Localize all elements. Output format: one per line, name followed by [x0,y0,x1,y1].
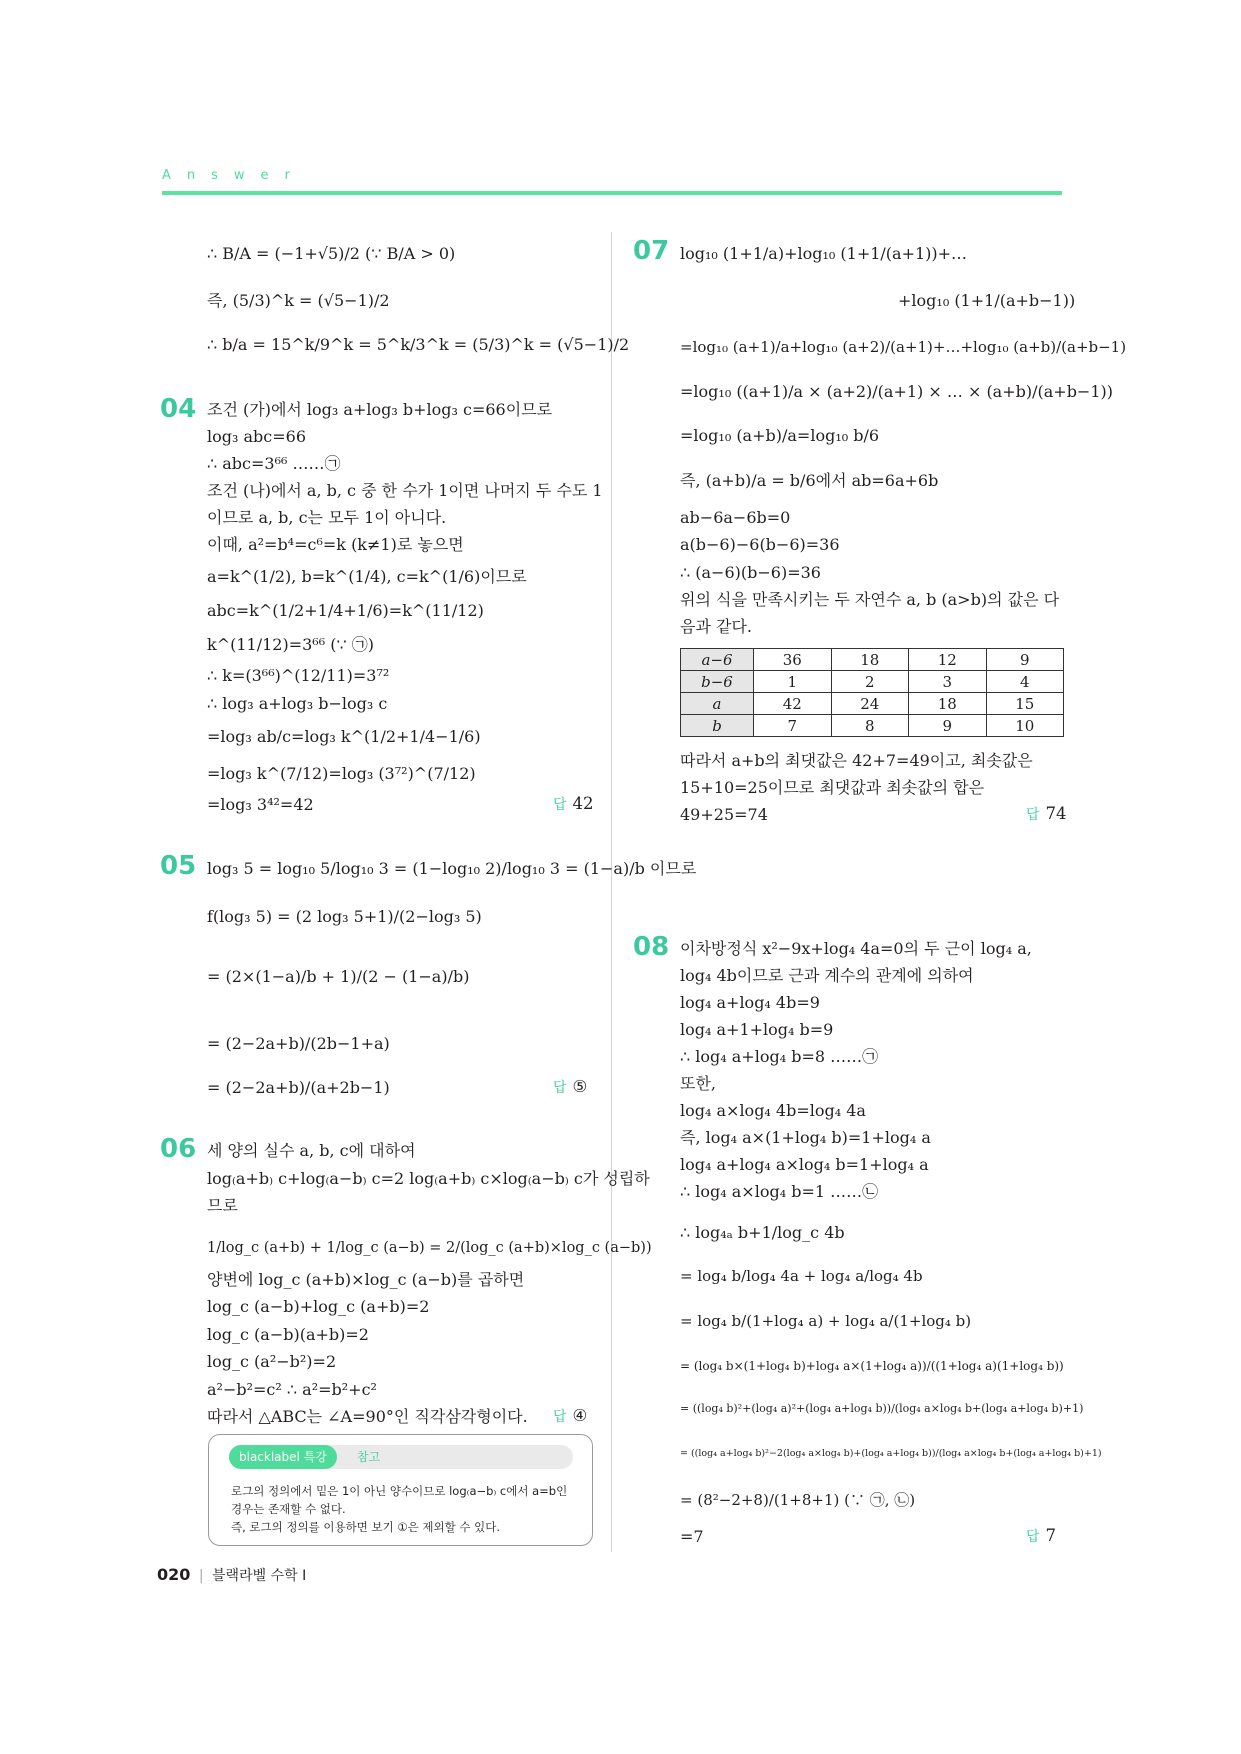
table-cell: a [681,693,754,715]
problem-06-number: 06 [160,1134,197,1164]
answer-tag: 답 [553,1080,567,1096]
note-header-bar [229,1445,573,1469]
p06-line: log_c (a²−b²)=2 [207,1352,337,1371]
table-cell: 24 [831,693,909,715]
p06-line: 양변에 log_c (a+b)×log_c (a−b)를 곱하면 [207,1270,525,1289]
table-cell: a−6 [681,649,754,671]
problem-05-number: 05 [160,851,197,881]
answer-value: 7 [1045,1526,1057,1545]
p08-line: ∴ log₄ₐ b+1/log_c 4b [680,1223,845,1242]
table-cell: 12 [909,649,987,671]
table-cell: 10 [986,715,1064,737]
p08-line: 이차방정식 x²−9x+log₄ 4a=0의 두 근이 log₄ a, [680,939,1032,958]
p04-line: =log₃ 3⁴²=42 [207,795,314,814]
p05-line: = (2×(1−a)/b + 1)/(2 − (1−a)/b) [207,967,470,986]
note-line: 로그의 정의에서 밑은 1이 아닌 양수이므로 log₍a−b₎ c에서 a=b인 [231,1484,568,1498]
p04-line: 이때, a²=b⁴=c⁶=k (k≠1)로 놓으면 [207,535,464,554]
p04-line: log₃ abc=66 [207,427,306,446]
p05-line: = (2−2a+b)/(2b−1+a) [207,1034,390,1053]
answer-tag: 답 [1026,1529,1040,1545]
top-line-2: 즉, (5/3)^k = (√5−1)/2 [207,291,390,310]
p08-line: ∴ log₄ a×log₄ b=1 ……㉡ [680,1182,879,1201]
p08-line: log₄ a+1+log₄ b=9 [680,1020,834,1039]
table-cell: 36 [754,649,832,671]
table-row [681,693,1064,715]
table-cell: 18 [831,649,909,671]
answer-value: 74 [1045,804,1067,823]
p04-line: 조건 (나)에서 a, b, c 중 한 수가 1이면 나머지 두 수도 1 [207,481,603,500]
note-kind: 참고 [357,1450,381,1464]
p07-line: ab−6a−6b=0 [680,508,791,527]
p08-line: 즉, log₄ a×(1+log₄ b)=1+log₄ a [680,1128,931,1147]
p05-answer [553,1077,587,1097]
p04-line: =log₃ k^(7/12)=log₃ (3⁷²)^(7/12) [207,764,476,783]
p04-line: a=k^(1/2), b=k^(1/4), c=k^(1/6)이므로 [207,567,527,586]
p07-line: =log₁₀ (a+b)/a=log₁₀ b/6 [680,426,880,445]
p08-line: = (log₄ b×(1+log₄ b)+log₄ a×(1+log₄ a))/((1+log₄ a)(1+log₄ b)) [680,1359,1064,1373]
answer-tag: 답 [553,797,567,813]
p06-line: log_c (a−b)+log_c (a+b)=2 [207,1297,430,1316]
p07-after-line: 15+10=25이므로 최댓값과 최솟값의 합은 [680,778,985,797]
table-cell: 1 [754,671,832,693]
p07-line: +log₁₀ (1+1/(a+b−1)) [898,291,1076,310]
p07-line: a(b−6)−6(b−6)=36 [680,535,840,554]
table-cell: b−6 [681,671,754,693]
top-line-1: ∴ B/A = (−1+√5)/2 (∵ B/A > 0) [207,244,456,263]
p05-line: = (2−2a+b)/(a+2b−1) [207,1078,390,1097]
table-cell: 7 [754,715,832,737]
p08-line: log₄ a+log₄ a×log₄ b=1+log₄ a [680,1155,929,1174]
column-divider [611,232,612,1552]
table-cell: 9 [986,649,1064,671]
p04-line: abc=k^(1/2+1/4+1/6)=k^(11/12) [207,601,484,620]
problem-08-number: 08 [633,932,670,962]
p06-answer [553,1406,587,1426]
book-title: 블랙라벨 수학 I [212,1568,307,1584]
p06-line: a²−b²=c² ∴ a²=b²+c² [207,1380,377,1399]
p07-after-line: 49+25=74 [680,805,768,824]
p06-line: 따라서 △ABC는 ∠A=90°인 직각삼각형이다. [207,1407,528,1426]
table-row [681,715,1064,737]
table-cell: b [681,715,754,737]
answer-tag: 답 [1026,807,1040,823]
table-row [681,649,1064,671]
top-line-3: ∴ b/a = 15^k/9^k = 5^k/3^k = (5/3)^k = (√5−1)/2 [207,335,630,354]
p07-line: =log₁₀ (a+1)/a+log₁₀ (a+2)/(a+1)+…+log₁₀ (a+b)/(a+b−1) [680,338,1127,356]
p06-line: log₍a+b₎ c+log₍a−b₎ c=2 log₍a+b₎ c×log₍a−b₎ c가 성립하 [207,1169,650,1188]
p07-after-line: 따라서 a+b의 최댓값은 42+7=49이고, 최솟값은 [680,751,1033,770]
p06-line: log_c (a−b)(a+b)=2 [207,1325,369,1344]
table-cell: 2 [831,671,909,693]
p04-line: 조건 (가)에서 log₃ a+log₃ b+log₃ c=66이므로 [207,400,553,419]
p04-line: 이므로 a, b, c는 모두 1이 아니다. [207,508,447,527]
page-number: 020 [157,1565,191,1584]
note-line: 경우는 존재할 수 없다. [231,1502,346,1516]
p06-line: 1/log_c (a+b) + 1/log_c (a−b) = 2/(log_c (a+b)×log_c (a−b)) [207,1240,652,1256]
p08-line: 또한, [680,1074,716,1093]
p08-line: = ((log₄ a+log₄ b)²−2(log₄ a×log₄ b)+(log₄ a+log₄ b))/(log₄ a×log₄ b+(log₄ a+log₄ b)+1) [680,1448,1102,1459]
p04-line: ∴ k=(3⁶⁶)^(12/11)=3⁷² [207,666,390,685]
p08-line: = log₄ b/(1+log₄ a) + log₄ a/(1+log₄ b) [680,1312,972,1330]
table-cell: 9 [909,715,987,737]
p04-answer [553,794,594,814]
p04-line: ∴ log₃ a+log₃ b−log₃ c [207,694,388,713]
p04-line: ∴ abc=3⁶⁶ ……㉠ [207,454,341,473]
p06-line: 므로 [207,1196,238,1215]
p07-line: 위의 식을 만족시키는 두 자연수 a, b (a>b)의 값은 다 [680,590,1060,609]
table-cell: 42 [754,693,832,715]
ab-values-table [680,648,1064,737]
p08-line: ∴ log₄ a+log₄ b=8 ……㉠ [680,1047,879,1066]
note-line: 즉, 로그의 정의를 이용하면 보기 ①은 제외할 수 있다. [231,1520,501,1534]
p07-line: ∴ (a−6)(b−6)=36 [680,563,821,582]
p07-answer [1026,804,1067,824]
p08-line: = log₄ b/log₄ 4a + log₄ a/log₄ 4b [680,1267,923,1285]
p06-line: 세 양의 실수 a, b, c에 대하여 [207,1141,416,1160]
table-cell: 18 [909,693,987,715]
p07-line: =log₁₀ ((a+1)/a × (a+2)/(a+1) × … × (a+b)/(a+b−1)) [680,382,1113,401]
p08-line: log₄ a×log₄ 4b=log₄ 4a [680,1101,866,1120]
p05-line: log₃ 5 = log₁₀ 5/log₁₀ 3 = (1−log₁₀ 2)/log₁₀ 3 = (1−a)/b 이므로 [207,859,697,878]
problem-07-number: 07 [633,236,670,266]
p08-line: = (8²−2+8)/(1+8+1) (∵ ㉠, ㉡) [680,1491,916,1509]
answer-value: 42 [572,794,594,813]
p08-answer [1026,1526,1056,1546]
p07-line: log₁₀ (1+1/a)+log₁₀ (1+1/(a+1))+… [680,244,968,263]
p07-line: 즉, (a+b)/a = b/6에서 ab=6a+6b [680,471,939,490]
p08-line: log₄ a+log₄ 4b=9 [680,993,820,1012]
table-cell: 4 [986,671,1064,693]
table-cell: 3 [909,671,987,693]
section-header-label: Answer [162,168,306,183]
answer-value: ④ [572,1406,588,1425]
note-badge: blacklabel 특강 [229,1445,337,1469]
p04-line: =log₃ ab/c=log₃ k^(1/2+1/4−1/6) [207,727,481,746]
header-rule [162,191,1062,195]
answer-tag: 답 [553,1409,567,1425]
p08-line: = ((log₄ b)²+(log₄ a)²+(log₄ a+log₄ b))/(log₄ a×log₄ b+(log₄ a+log₄ b)+1) [680,1402,1084,1415]
p07-line: 음과 같다. [680,617,752,636]
answer-value: ⑤ [572,1077,588,1096]
p05-line: f(log₃ 5) = (2 log₃ 5+1)/(2−log₃ 5) [207,907,482,926]
table-cell: 8 [831,715,909,737]
table-row [681,671,1064,693]
table-cell: 15 [986,693,1064,715]
p08-line: =7 [680,1527,704,1546]
footer-separator: | [198,1568,204,1584]
problem-04-number: 04 [160,394,197,424]
p04-line: k^(11/12)=3⁶⁶ (∵ ㉠) [207,635,374,654]
blacklabel-note-box [208,1434,593,1546]
page-footer [157,1565,306,1585]
p08-line: log₄ 4b이므로 근과 계수의 관계에 의하여 [680,966,974,985]
